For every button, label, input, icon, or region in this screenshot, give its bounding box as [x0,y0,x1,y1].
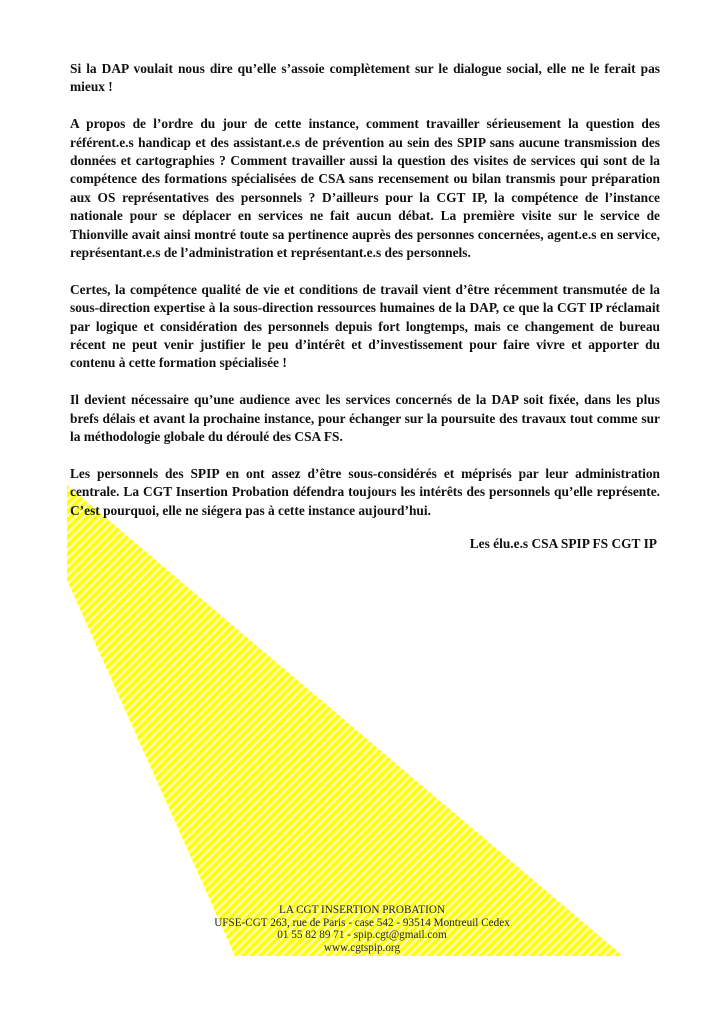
striped-polygon [67,485,623,956]
footer-org: LA CGT INSERTION PROBATION [278,904,445,916]
paragraph-conclusion: Les personnels des SPIP en ont assez d’être sous-considérés et méprisés par leur administration centrale. La CGT Insertion Probation défendra toujours les intérêts des personnels qu’elle représente. C’est pourquoi, elle ne siégera pas à cette instance aujourd’hui. [70,465,660,518]
paragraph-agenda: A propos de l’ordre du jour de cette instance, comment travailler sérieusement la question des référent.e.s handicap et des assistant.e.s de prévention au sein des SPIP sans aucune transmission des données et cartographies ? Comment travailler aussi la question des visites de services qui sont de la compétence des formations spécialisées de CSA sans recensement ou bilan transmis pour préparation aux OS représentatives des personnels ? D’ailleurs pour la CGT IP, la compétence de l’instance nationale pour se déplacer en services ne fait aucun débat. La première visite sur le service de Thionville avait ainsi montré toute sa pertinence auprès des personnes concernées, agent.e.s en service, représentant.e.s de l’administration et représentant.e.s des personnels. [70,116,660,261]
footer-address: UFSE-CGT 263, rue de Paris - case 542 - 93514 Montreuil Cedex [214,916,510,929]
footer [0,904,724,954]
paragraph-audience: Il devient nécessaire qu’une audience avec les services concernés de la DAP soit fixée, dans les plus brefs délais et avant la prochaine instance, pour échanger sur la poursuite des travaux tout comme sur la méthodologie globale du déroulé des CSA FS. [70,392,660,445]
paragraph-competence: Certes, la compétence qualité de vie et conditions de travail vient d’être récemment transmutée de la sous-direction expertise à la sous-direction ressources humaines de la DAP, ce que la CGT IP réclamait par logique et considération des personnels depuis fort longtemps, mais ce changement de bureau récent ne peut venir justifier le peu d’intérêt et d’investissement pour faire vivre et apporter du contenu à cette formation spécialisée ! [70,281,660,371]
footer-website: www.cgtspip.org [323,941,401,954]
paragraph-intro: Si la DAP voulait nous dire qu’elle s’assoie complètement sur le dialogue social, elle ne le ferait pas mieux ! [70,61,660,95]
letter-body [70,60,660,538]
footer-contact: 01 55 82 89 71 - spip.cgt@gmail.com [277,929,447,942]
signature: Les élu.e.s CSA SPIP FS CGT IP [469,536,657,551]
